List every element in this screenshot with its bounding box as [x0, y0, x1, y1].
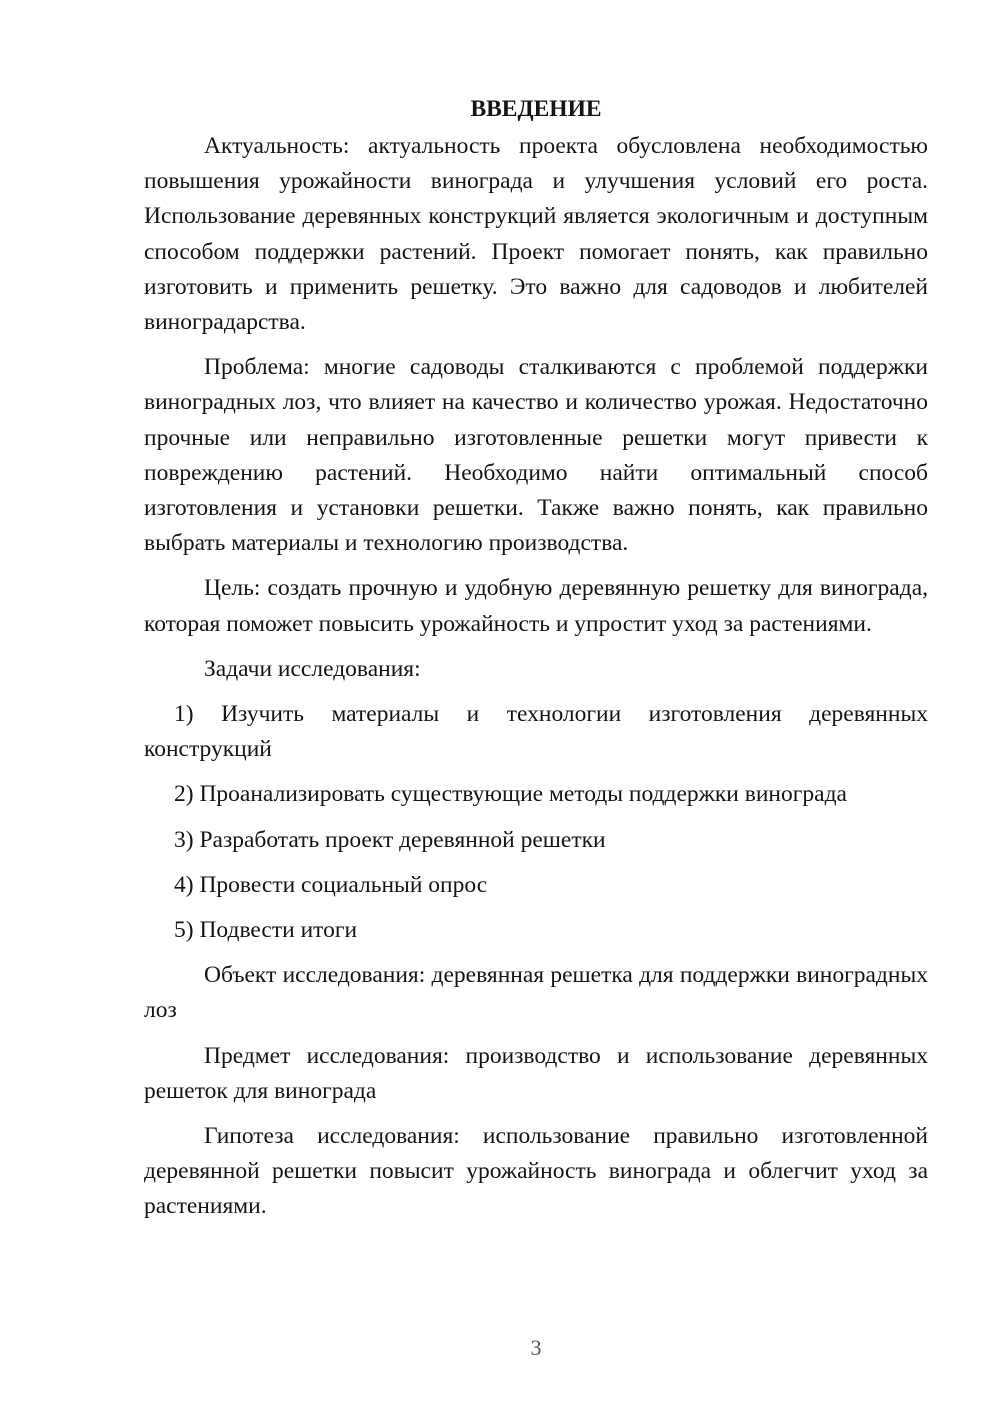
page-content: [144, 92, 928, 1235]
subject-paragraph: Предмет исследования: производство и использование деревянных решеток для винограда: [144, 1042, 928, 1104]
goal-paragraph: Цель: создать прочную и удобную деревянную решетку для винограда, которая поможет повысить урожайность и упростит уход за растениями.: [144, 575, 928, 637]
page-heading: ВВЕДЕНИЕ: [470, 96, 602, 122]
object-paragraph: Объект исследования: деревянная решетка для поддержки виноградных лоз: [144, 962, 928, 1024]
task-item: 1) Изучить материалы и технологии изготовления деревянных конструкций: [144, 701, 928, 763]
task-item: 5) Подвести итоги: [174, 917, 358, 944]
problem-paragraph: Проблема: многие садоводы сталкиваются с проблемой поддержки виноградных лоз, что влияет на качество и количество урожая. Недостаточно прочные или неправильно изготовленные решетки могут привести к повреждению растений. Необходимо найти оптимальный способ изготовления и установки решетки. Также важно понять, как правильно выбрать материалы и технологию производства.: [144, 354, 928, 557]
hypothesis-paragraph: Гипотеза исследования: использование правильно изготовленной деревянной решетки повысит урожайность винограда и облегчит уход за растениями.: [144, 1123, 928, 1220]
tasks-title: Задачи исследования:: [204, 655, 421, 682]
page-number: 3: [530, 1335, 542, 1360]
task-item: 3) Разработать проект деревянной решетки: [174, 826, 606, 853]
task-item: 2) Проанализировать существующие методы поддержки винограда: [174, 781, 847, 808]
task-item: 4) Провести социальный опрос: [174, 871, 488, 898]
relevance-paragraph: Актуальность: актуальность проекта обусловлена необходимостью повышения урожайности винограда и улучшения условий его роста. Использование деревянных конструкций является экологичным и доступным способом поддержки растений. Проект помогает понять, как правильно изготовить и применить решетку. Это важно для садоводов и любителей виноградарства.: [144, 133, 928, 336]
